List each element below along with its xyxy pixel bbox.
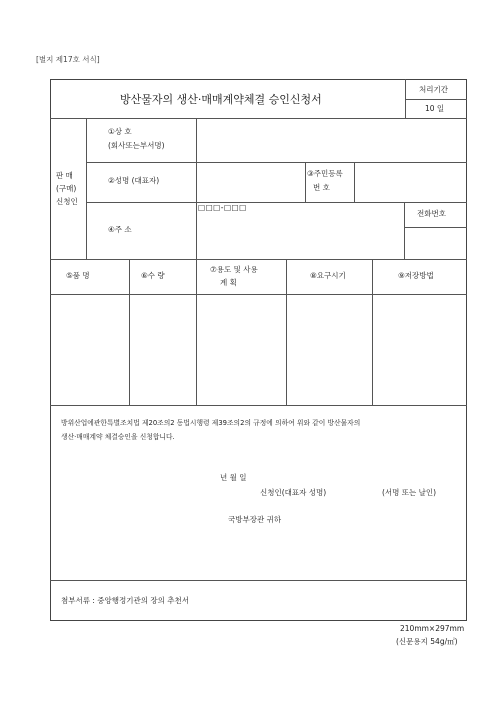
header-usage-plan-2: 계 획 [220,278,237,287]
statement-line-2: 생산·매매계약 체결승인을 신청합니다. [61,433,175,441]
processing-split [405,99,467,100]
header-required-date: ⑧요구시기 [310,271,346,280]
firm-label-1: ①상 호 [108,127,132,136]
name-value-divider [305,162,306,202]
processing-label: 처리기간 [419,85,448,94]
form-frame [50,79,467,621]
phone-label-split [404,227,467,228]
attachment-note: 첨부서류 : 중앙행정기관의 장의 추천서 [61,596,189,605]
header-usage-plan-1: ⑦용도 및 사용 [210,265,258,274]
header-product-name: ⑤품 명 [66,271,90,280]
application-date: 년 월 일 [220,473,247,482]
rrn-value-divider [354,162,355,202]
firm-row-bottom [86,162,467,163]
postal-code-boxes: □□□-□□□ [198,203,247,212]
signer-label: 신청인(대표자 성명) [260,488,327,497]
item-col-divider-1 [129,259,130,405]
applicant-group-divider [86,118,87,259]
applicant-bottom-rule [50,259,467,260]
statement-bottom-rule [50,580,467,581]
header-quantity: ⑥수 량 [141,271,165,280]
firm-label-2: (회사또는부서명) [108,141,165,150]
recipient-label: 국방부장관 귀하 [228,515,282,524]
signature-note: (서명 또는 날인) [382,488,437,497]
item-col-divider-3 [286,259,287,405]
item-table-bottom [50,405,467,406]
header-storage-method: ⑨저장방법 [398,271,434,280]
title-bottom-rule [50,118,467,119]
name-label: ②성명 (대표자) [108,176,160,185]
statement-line-1: 방위산업에관한특별조치법 제20조의2 동법시행령 제39조의2의 규정에 의하여 위와 같이 방산물자의 [61,419,361,427]
paper-size: 210mm×297mm [400,624,465,633]
phone-label: 전화번호 [417,209,446,218]
item-header-bottom [50,294,467,295]
rrn-label-2: 번 호 [313,183,330,192]
rrn-label-1: ③주민등록 [307,169,343,178]
name-row-bottom [86,202,467,203]
form-title: 방산물자의 생산·매매계약체결 승인신청서 [120,93,322,106]
applicant-group-label-1: 판 매 [56,171,73,180]
address-label: ④주 소 [108,225,132,234]
applicant-label-divider [196,118,197,259]
phone-divider [404,202,405,259]
paper-type: (신문용지 54g/㎡) [396,637,458,646]
applicant-group-label-3: 신청인 [56,197,78,206]
processing-value: 10 일 [425,104,445,113]
item-col-divider-4 [372,259,373,405]
applicant-group-label-2: (구매) [56,184,77,193]
form-number: [별지 제17호 서식] [36,55,100,64]
item-col-divider-2 [196,259,197,405]
